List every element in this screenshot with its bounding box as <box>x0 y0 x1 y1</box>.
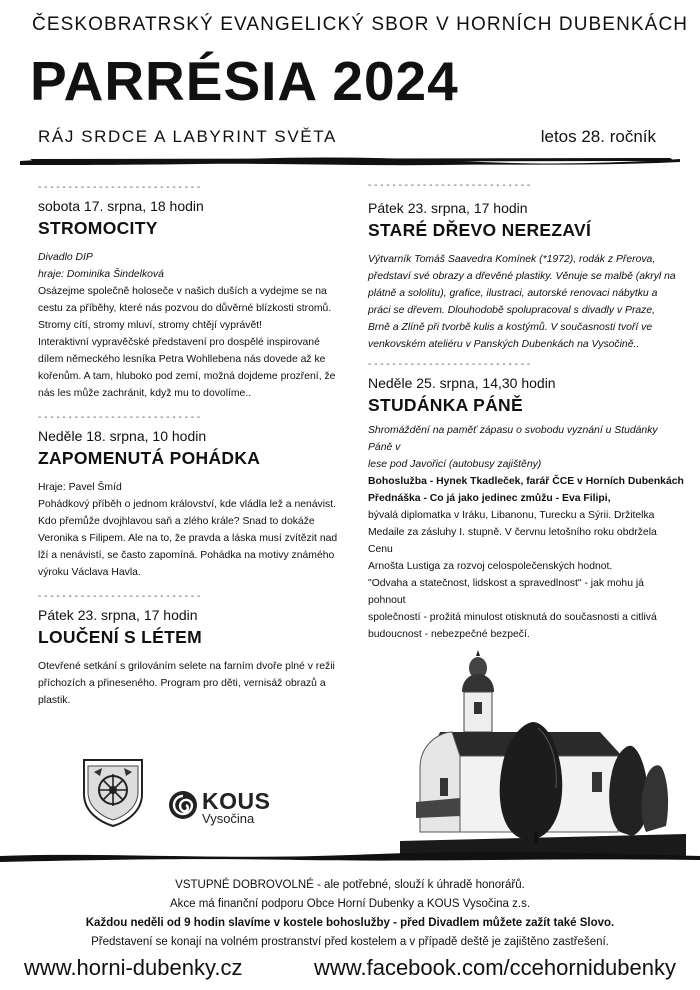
event-name: STARÉ DŘEVO NEREZAVÍ <box>368 220 592 240</box>
dashed-separator: - - - - - - - - - - - - - - - - - - - - - - - - - - - <box>38 184 201 193</box>
event-stare-drevo-nerezavi <box>368 182 684 353</box>
footer-info <box>0 876 700 952</box>
dashed-separator: - - - - - - - - - - - - - - - - - - - - - - - - - - - <box>38 593 201 602</box>
description-line: venkovském ateliéru v Panských Dubenkách na Vysočině.. <box>368 339 640 350</box>
event-name: STROMOCITY <box>38 218 158 238</box>
event-studanka-pane <box>368 361 684 643</box>
footer-line: VSTUPNÉ DOBROVOLNÉ - ale potřebné, slouží k úhradě honorářů. <box>175 879 525 891</box>
event-description <box>38 249 338 402</box>
event-zapomenuta-pohadka <box>38 414 338 581</box>
description-line: Kdo přemůže dvojhlavou saň a zlého krále? Snad to dokáže <box>38 516 315 527</box>
description-line: Výtvarník Tomáš Saavedra Komínek (*1972), rodák z Přerova, <box>368 254 656 265</box>
description-line: Pohádkový příběh o jednom království, kde vládla lež a nenávist. <box>38 499 337 510</box>
kous-name: KOUS <box>202 788 271 814</box>
description-line: společností - prožitá minulost otisknutá do současnosti a citlivá <box>368 612 657 623</box>
description-line: kořenům. A tam, hluboko pod zemí, možná dojdeme prozření, že <box>38 371 336 382</box>
description-line: Otevřené setkání s grilováním selete na farním dvoře plné v režii <box>38 661 335 672</box>
event-name: ZAPOMENUTÁ POHÁDKA <box>38 448 261 468</box>
left-column <box>38 184 338 709</box>
festival-subtitle: RÁJ SRDCE A LABYRINT SVĚTA <box>38 127 337 146</box>
description-line: Bohoslužba - Hynek Tkadleček, farář ČCE v Horních Dubenkách <box>368 476 684 487</box>
description-line: představí své obrazy a dřevěné plastiky. Věnuje se malbě (akryl na <box>368 271 676 282</box>
dashed-separator: - - - - - - - - - - - - - - - - - - - - - - - - - - - <box>38 414 201 423</box>
festival-title: PARRÉSIA 2024 <box>30 50 459 112</box>
website-link[interactable]: www.horni-dubenky.cz <box>24 955 243 980</box>
description-line: Shromáždění na paměť zápasu o svobodu vyznání u Studánky Páně v <box>368 425 658 453</box>
kous-swirl-icon <box>168 790 198 820</box>
facebook-link[interactable]: www.facebook.com/ccehornidubenky <box>314 955 676 980</box>
description-line: plastik. <box>38 695 71 706</box>
dashed-separator: - - - - - - - - - - - - - - - - - - - - - - - - - - - <box>368 361 531 370</box>
footer-brush-stroke <box>0 846 700 866</box>
event-name: STUDÁNKA PÁNĚ <box>368 395 523 415</box>
event-date: Neděle 25. srpna, 14,30 hodin <box>368 375 556 391</box>
description-line: Divadlo DIP <box>38 252 93 263</box>
event-description <box>38 479 338 581</box>
description-line: "Odvaha a statečnost, lidskost a spravedlnost" - jak mohu já pohnout <box>368 578 644 606</box>
description-line: dílem německého lesníka Petra Wohllebena nás dovede až ke <box>38 354 326 365</box>
description-line: lží a nenávistí, se často zapomíná. Pohádka na motivy známého <box>38 550 335 561</box>
kous-region: Vysočina <box>202 811 255 826</box>
description-line: Stromy cítí, stromy mluví, stromy chtějí vyprávět! <box>38 320 263 331</box>
event-date: Neděle 18. srpna, 10 hodin <box>38 428 207 444</box>
description-line: Interaktivní vypravěčské představení pro dospělé inspirované <box>38 337 320 348</box>
description-line: budoucnost - nebezpečné bezpečí. <box>368 629 530 640</box>
description-line: lese pod Javořicí (autobusy zajištěny) <box>368 459 542 470</box>
description-line: Arnošta Lustiga za rozvoj celospolečenských hodnot. <box>368 561 613 572</box>
description-line: Medaile za zásluhy I. stupně. V červnu letošního roku obdržela Cenu <box>368 527 657 555</box>
description-line: výroku Václava Havla. <box>38 567 141 578</box>
description-line: plátně a sololitu), grafice, ilustraci, autorské renovaci nábytku a <box>368 288 658 299</box>
dashed-separator: - - - - - - - - - - - - - - - - - - - - - - - - - - - <box>368 182 531 191</box>
event-date: Pátek 23. srpna, 17 hodin <box>368 200 528 216</box>
description-line: Brně a Zlíně při tvorbě kulis a kostýmů. V současnosti tvoří ve <box>368 322 653 333</box>
event-description <box>38 658 338 709</box>
event-date: Pátek 23. srpna, 17 hodin <box>38 607 198 623</box>
brush-stroke-divider <box>20 152 680 170</box>
description-line: cestu za příběhy, které nás pozvou do důvěrné blízkosti stromů. <box>38 303 332 314</box>
description-line: nás les může zachránit, když mu to dovolíme.. <box>38 388 252 399</box>
description-line: Hraje: Pavel Šmíd <box>38 482 122 493</box>
description-line: bývalá diplomatka v Iráku, Libanonu, Turecku a Sýrii. Držitelka <box>368 510 655 521</box>
footer-line: Představení se konají na volném prostranství před kostelem a v případě deště je zajištěno zastřešení. <box>91 936 609 948</box>
event-description <box>368 422 684 643</box>
description-line: Osázejme společně holoseče v našich duších a vydejme se na <box>38 286 327 297</box>
footer-line: Každou neděli od 9 hodin slavíme v kostele bohoslužby - před Divadlem můžete zažít také Slovo. <box>85 917 615 929</box>
event-name: LOUČENÍ S LÉTEM <box>38 627 202 647</box>
event-louceni-s-letem <box>38 593 338 709</box>
description-line: práci se dřevem. Dlouhodobě spolupracoval s divadly v Praze, <box>368 305 656 316</box>
description-line: hraje: Dominika Šindelková <box>38 269 164 280</box>
edition-label: letos 28. ročník <box>540 127 656 146</box>
coat-of-arms-icon <box>80 756 146 828</box>
right-column <box>368 182 684 643</box>
description-line: Přednáška - Co já jako jedinec zmůžu - Eva Filipi, <box>368 493 611 504</box>
description-line: Veronika s Filipem. Ale na to, že pravda a láska musí zvítězit nad <box>38 533 338 544</box>
kous-logo <box>168 788 270 826</box>
church-illustration <box>400 648 686 856</box>
event-stromocity <box>38 184 338 402</box>
footer-line: Akce má finanční podporu Obce Horní Dubenky a KOUS Vysočina z.s. <box>169 898 531 910</box>
event-description <box>368 251 684 353</box>
description-line: příchozích a přineseného. Program pro děti, vernisáž obrazů a <box>38 678 326 689</box>
event-date: sobota 17. srpna, 18 hodin <box>38 198 204 214</box>
organization-name: ČESKOBRATRSKÝ EVANGELICKÝ SBOR V HORNÍCH DUBENKÁCH <box>32 14 689 35</box>
